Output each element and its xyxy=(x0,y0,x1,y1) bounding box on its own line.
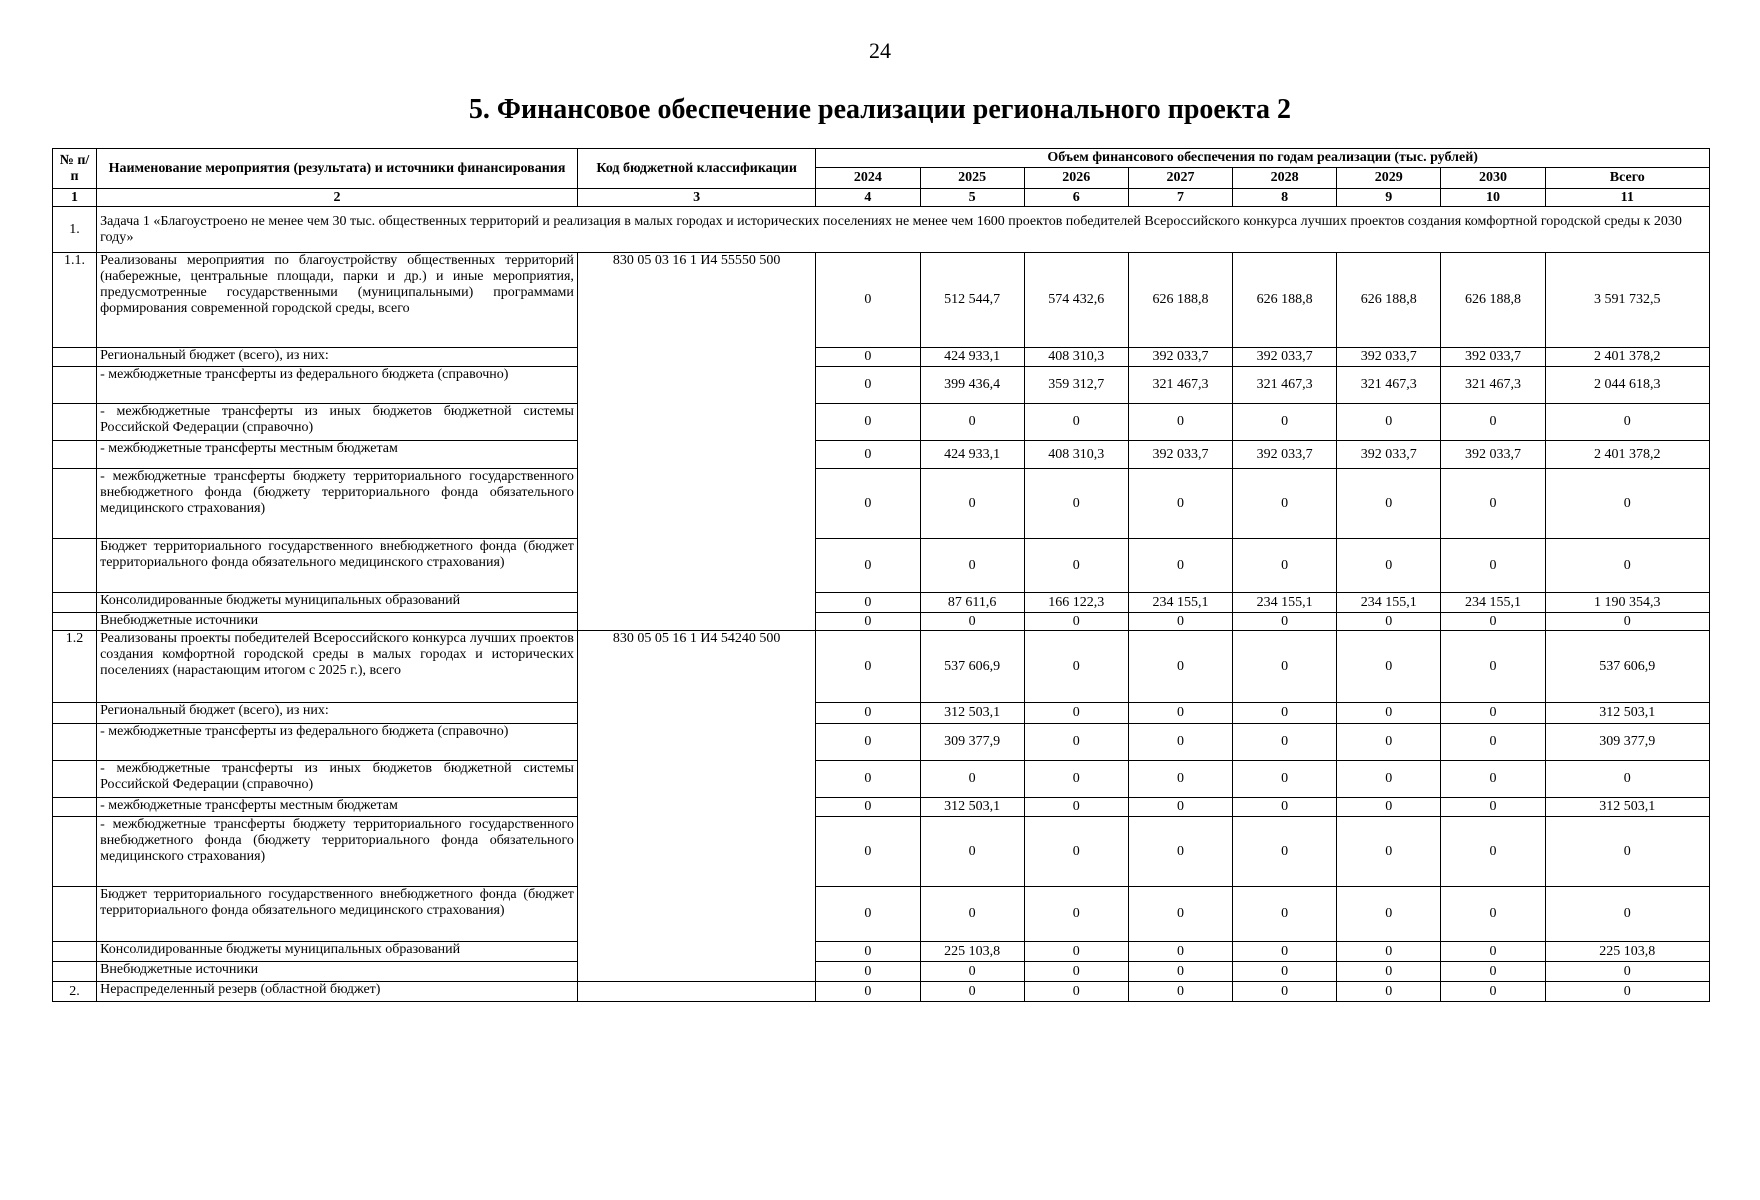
row-name: Бюджет территориального государственного внебюджетного фонда (бюджет территориального фонда обязательного медицинского страхования) xyxy=(97,887,578,942)
year-value: 0 xyxy=(1128,469,1232,539)
year-value: 0 xyxy=(1233,982,1337,1002)
row-num: 1.1. xyxy=(53,253,97,348)
year-value: 0 xyxy=(1337,761,1441,798)
col-number: 3 xyxy=(577,189,815,207)
year-value: 0 xyxy=(816,631,920,703)
table-row xyxy=(53,593,1710,613)
total-value: 0 xyxy=(1545,761,1709,798)
table-row xyxy=(53,703,1710,724)
year-value: 0 xyxy=(1024,982,1128,1002)
financing-table xyxy=(52,148,1710,1002)
total-value: 3 591 732,5 xyxy=(1545,253,1709,348)
year-value: 0 xyxy=(1024,613,1128,631)
year-value: 0 xyxy=(1024,942,1128,962)
year-value: 0 xyxy=(1337,962,1441,982)
header-year: 2027 xyxy=(1128,168,1232,189)
year-value: 0 xyxy=(1024,539,1128,593)
row-name: - межбюджетные трансферты из иных бюджетов бюджетной системы Российской Федерации (справочно) xyxy=(97,761,578,798)
year-value: 626 188,8 xyxy=(1233,253,1337,348)
total-value: 309 377,9 xyxy=(1545,724,1709,761)
header-year: 2029 xyxy=(1337,168,1441,189)
year-value: 0 xyxy=(1024,761,1128,798)
year-value: 0 xyxy=(1337,982,1441,1002)
year-value: 0 xyxy=(1233,761,1337,798)
year-value: 0 xyxy=(1128,982,1232,1002)
year-value: 0 xyxy=(1441,761,1545,798)
table-row xyxy=(53,613,1710,631)
year-value: 0 xyxy=(1128,887,1232,942)
year-value: 0 xyxy=(816,962,920,982)
year-value: 0 xyxy=(1024,887,1128,942)
year-value: 0 xyxy=(816,539,920,593)
total-value: 0 xyxy=(1545,404,1709,441)
total-value: 2 401 378,2 xyxy=(1545,348,1709,367)
year-value: 0 xyxy=(1128,613,1232,631)
row-num xyxy=(53,539,97,593)
budget-code: 830 05 03 16 1 И4 55550 500 xyxy=(577,253,815,631)
year-value: 0 xyxy=(1233,817,1337,887)
total-value: 225 103,8 xyxy=(1545,942,1709,962)
year-value: 321 467,3 xyxy=(1128,367,1232,404)
year-value: 0 xyxy=(1233,631,1337,703)
year-value: 0 xyxy=(1128,539,1232,593)
year-value: 87 611,6 xyxy=(920,593,1024,613)
year-value: 626 188,8 xyxy=(1337,253,1441,348)
year-value: 0 xyxy=(1337,887,1441,942)
budget-code xyxy=(577,982,815,1002)
row-num xyxy=(53,348,97,367)
row-name: - межбюджетные трансферты из иных бюджетов бюджетной системы Российской Федерации (справочно) xyxy=(97,404,578,441)
header-name: Наименование мероприятия (результата) и источники финансирования xyxy=(97,149,578,189)
total-value: 312 503,1 xyxy=(1545,703,1709,724)
col-number: 5 xyxy=(920,189,1024,207)
year-value: 0 xyxy=(1128,942,1232,962)
row-name: Реализованы проекты победителей Всероссийского конкурса лучших проектов создания комфортной городской среды в малых городах и исторических поселениях (нарастающим итогом с 2025 г.), всего xyxy=(97,631,578,703)
year-value: 0 xyxy=(1128,631,1232,703)
year-value: 0 xyxy=(1233,613,1337,631)
year-value: 312 503,1 xyxy=(920,703,1024,724)
header-num: № п/п xyxy=(53,149,97,189)
year-value: 0 xyxy=(1441,404,1545,441)
row-name: Региональный бюджет (всего), из них: xyxy=(97,703,578,724)
table-row xyxy=(53,469,1710,539)
year-value: 0 xyxy=(1441,962,1545,982)
table-row xyxy=(53,404,1710,441)
table-row xyxy=(53,539,1710,593)
year-value: 392 033,7 xyxy=(1233,441,1337,469)
year-value: 0 xyxy=(1128,962,1232,982)
year-value: 0 xyxy=(1233,539,1337,593)
table-row xyxy=(53,761,1710,798)
total-value: 537 606,9 xyxy=(1545,631,1709,703)
year-value: 0 xyxy=(1441,982,1545,1002)
year-value: 0 xyxy=(816,817,920,887)
table-row xyxy=(53,798,1710,817)
row-num xyxy=(53,613,97,631)
row-num xyxy=(53,761,97,798)
row-num xyxy=(53,817,97,887)
total-value: 0 xyxy=(1545,539,1709,593)
year-value: 0 xyxy=(920,761,1024,798)
row-num xyxy=(53,404,97,441)
year-value: 0 xyxy=(1441,724,1545,761)
col-number: 1 xyxy=(53,189,97,207)
year-value: 0 xyxy=(1441,469,1545,539)
row-num xyxy=(53,703,97,724)
year-value: 0 xyxy=(1337,469,1441,539)
year-value: 424 933,1 xyxy=(920,348,1024,367)
col-number: 9 xyxy=(1337,189,1441,207)
row-num xyxy=(53,887,97,942)
year-value: 626 188,8 xyxy=(1128,253,1232,348)
row-name: - межбюджетные трансферты бюджету территориального государственного внебюджетного фонда (бюджету территориального фонда обязательного медицинского страхования) xyxy=(97,469,578,539)
header-year: 2026 xyxy=(1024,168,1128,189)
year-value: 0 xyxy=(1024,724,1128,761)
year-value: 0 xyxy=(1233,962,1337,982)
total-value: 0 xyxy=(1545,469,1709,539)
header-volume: Объем финансового обеспечения по годам реализации (тыс. рублей) xyxy=(816,149,1710,168)
total-value: 2 044 618,3 xyxy=(1545,367,1709,404)
year-value: 0 xyxy=(1024,469,1128,539)
year-value: 0 xyxy=(1337,798,1441,817)
table-row xyxy=(53,962,1710,982)
year-value: 0 xyxy=(920,539,1024,593)
year-value: 0 xyxy=(920,962,1024,982)
year-value: 0 xyxy=(1128,404,1232,441)
year-value: 0 xyxy=(816,942,920,962)
year-value: 0 xyxy=(1233,887,1337,942)
task-row xyxy=(53,207,1710,253)
year-value: 0 xyxy=(920,469,1024,539)
year-value: 408 310,3 xyxy=(1024,348,1128,367)
year-value: 392 033,7 xyxy=(1441,441,1545,469)
year-value: 321 467,3 xyxy=(1441,367,1545,404)
total-value: 312 503,1 xyxy=(1545,798,1709,817)
table-row xyxy=(53,367,1710,404)
task-num: 1. xyxy=(53,207,97,253)
header-year: 2030 xyxy=(1441,168,1545,189)
task-text: Задача 1 «Благоустроено не менее чем 30 тыс. общественных территорий и реализация в малых городах и исторических поселениях не менее чем 1600 проектов победителей Всероссийского конкурса лучших проектов создания комфортной городской среды к 2030 году» xyxy=(97,207,1710,253)
row-name: Бюджет территориального государственного внебюджетного фонда (бюджет территориального фонда обязательного медицинского страхования) xyxy=(97,539,578,593)
row-name: - межбюджетные трансферты местным бюджетам xyxy=(97,798,578,817)
table-row xyxy=(53,817,1710,887)
year-value: 166 122,3 xyxy=(1024,593,1128,613)
row-name: - межбюджетные трансферты местным бюджетам xyxy=(97,441,578,469)
year-value: 225 103,8 xyxy=(920,942,1024,962)
year-value: 537 606,9 xyxy=(920,631,1024,703)
row-name: Внебюджетные источники xyxy=(97,613,578,631)
col-number: 8 xyxy=(1233,189,1337,207)
year-value: 0 xyxy=(1128,703,1232,724)
year-value: 0 xyxy=(816,253,920,348)
year-value: 0 xyxy=(1337,942,1441,962)
table-row xyxy=(53,631,1710,703)
year-value: 0 xyxy=(1337,613,1441,631)
total-value: 2 401 378,2 xyxy=(1545,441,1709,469)
year-value: 0 xyxy=(1233,703,1337,724)
table-row xyxy=(53,724,1710,761)
row-num xyxy=(53,367,97,404)
year-value: 0 xyxy=(1337,539,1441,593)
year-value: 0 xyxy=(1128,724,1232,761)
year-value: 0 xyxy=(816,761,920,798)
year-value: 0 xyxy=(1441,887,1545,942)
year-value: 0 xyxy=(1441,539,1545,593)
year-value: 0 xyxy=(1337,404,1441,441)
row-num xyxy=(53,942,97,962)
year-value: 0 xyxy=(1441,631,1545,703)
year-value: 312 503,1 xyxy=(920,798,1024,817)
year-value: 0 xyxy=(1024,962,1128,982)
table-row xyxy=(53,253,1710,348)
year-value: 234 155,1 xyxy=(1441,593,1545,613)
year-value: 0 xyxy=(1233,404,1337,441)
year-value: 234 155,1 xyxy=(1233,593,1337,613)
year-value: 512 544,7 xyxy=(920,253,1024,348)
row-num xyxy=(53,469,97,539)
col-number: 10 xyxy=(1441,189,1545,207)
year-value: 392 033,7 xyxy=(1128,441,1232,469)
year-value: 0 xyxy=(1337,631,1441,703)
total-value: 0 xyxy=(1545,887,1709,942)
year-value: 0 xyxy=(816,982,920,1002)
year-value: 574 432,6 xyxy=(1024,253,1128,348)
year-value: 0 xyxy=(1024,404,1128,441)
table-row xyxy=(53,942,1710,962)
header-code: Код бюджетной классификации xyxy=(577,149,815,189)
year-value: 0 xyxy=(1337,703,1441,724)
year-value: 0 xyxy=(1128,817,1232,887)
total-value: 0 xyxy=(1545,817,1709,887)
col-number: 4 xyxy=(816,189,920,207)
header-year: 2028 xyxy=(1233,168,1337,189)
row-name: Региональный бюджет (всего), из них: xyxy=(97,348,578,367)
year-value: 0 xyxy=(816,367,920,404)
year-value: 0 xyxy=(920,404,1024,441)
header-total: Всего xyxy=(1545,168,1709,189)
year-value: 0 xyxy=(1024,631,1128,703)
year-value: 392 033,7 xyxy=(1337,348,1441,367)
year-value: 0 xyxy=(920,887,1024,942)
year-value: 0 xyxy=(1233,798,1337,817)
year-value: 392 033,7 xyxy=(1233,348,1337,367)
year-value: 359 312,7 xyxy=(1024,367,1128,404)
year-value: 0 xyxy=(1441,817,1545,887)
year-value: 0 xyxy=(816,404,920,441)
year-value: 0 xyxy=(816,469,920,539)
year-value: 0 xyxy=(816,593,920,613)
year-value: 0 xyxy=(1441,613,1545,631)
year-value: 0 xyxy=(816,798,920,817)
year-value: 0 xyxy=(816,613,920,631)
row-num xyxy=(53,798,97,817)
header-year: 2025 xyxy=(920,168,1024,189)
row-name: Внебюджетные источники xyxy=(97,962,578,982)
row-name: Нераспределенный резерв (областной бюджет) xyxy=(97,982,578,1002)
year-value: 321 467,3 xyxy=(1233,367,1337,404)
year-value: 0 xyxy=(1337,724,1441,761)
row-name: - межбюджетные трансферты из федерального бюджета (справочно) xyxy=(97,724,578,761)
row-name: Консолидированные бюджеты муниципальных образований xyxy=(97,593,578,613)
year-value: 0 xyxy=(816,348,920,367)
row-num xyxy=(53,441,97,469)
row-name: Реализованы мероприятия по благоустройству общественных территорий (набережные, центральные площади, парки и др.) и иные мероприятия, предусмотренные государственными (муниципальными) программами формирования современной городской среды, всего xyxy=(97,253,578,348)
row-num: 1.2 xyxy=(53,631,97,703)
row-num xyxy=(53,593,97,613)
col-number: 11 xyxy=(1545,189,1709,207)
total-value: 1 190 354,3 xyxy=(1545,593,1709,613)
row-name: - межбюджетные трансферты бюджету территориального государственного внебюджетного фонда (бюджету территориального фонда обязательного медицинского страхования) xyxy=(97,817,578,887)
year-value: 0 xyxy=(1233,469,1337,539)
year-value: 408 310,3 xyxy=(1024,441,1128,469)
year-value: 0 xyxy=(1233,942,1337,962)
year-value: 0 xyxy=(1441,942,1545,962)
year-value: 0 xyxy=(816,703,920,724)
year-value: 0 xyxy=(1337,817,1441,887)
year-value: 0 xyxy=(1441,798,1545,817)
row-name: - межбюджетные трансферты из федерального бюджета (справочно) xyxy=(97,367,578,404)
table-row xyxy=(53,982,1710,1002)
col-number: 2 xyxy=(97,189,578,207)
year-value: 0 xyxy=(1024,817,1128,887)
col-number: 6 xyxy=(1024,189,1128,207)
row-num xyxy=(53,724,97,761)
year-value: 0 xyxy=(1441,703,1545,724)
table-row xyxy=(53,348,1710,367)
year-value: 0 xyxy=(816,441,920,469)
page-number: 24 xyxy=(869,38,891,63)
year-value: 0 xyxy=(1128,761,1232,798)
table-row xyxy=(53,887,1710,942)
total-value: 0 xyxy=(1545,613,1709,631)
year-value: 424 933,1 xyxy=(920,441,1024,469)
year-value: 0 xyxy=(920,613,1024,631)
year-value: 0 xyxy=(1233,724,1337,761)
year-value: 234 155,1 xyxy=(1128,593,1232,613)
total-value: 0 xyxy=(1545,962,1709,982)
year-value: 0 xyxy=(920,982,1024,1002)
year-value: 626 188,8 xyxy=(1441,253,1545,348)
page-title: 5. Финансовое обеспечение реализации регионального проекта 2 xyxy=(468,94,1292,125)
year-value: 0 xyxy=(1024,798,1128,817)
year-value: 0 xyxy=(816,887,920,942)
col-number: 7 xyxy=(1128,189,1232,207)
year-value: 0 xyxy=(1128,798,1232,817)
header-year: 2024 xyxy=(816,168,920,189)
year-value: 234 155,1 xyxy=(1337,593,1441,613)
year-value: 309 377,9 xyxy=(920,724,1024,761)
row-name: Консолидированные бюджеты муниципальных образований xyxy=(97,942,578,962)
year-value: 0 xyxy=(1024,703,1128,724)
year-value: 392 033,7 xyxy=(1337,441,1441,469)
year-value: 0 xyxy=(920,817,1024,887)
year-value: 321 467,3 xyxy=(1337,367,1441,404)
total-value: 0 xyxy=(1545,982,1709,1002)
row-num: 2. xyxy=(53,982,97,1002)
table-row xyxy=(53,441,1710,469)
year-value: 392 033,7 xyxy=(1441,348,1545,367)
row-num xyxy=(53,962,97,982)
year-value: 399 436,4 xyxy=(920,367,1024,404)
year-value: 0 xyxy=(816,724,920,761)
budget-code: 830 05 05 16 1 И4 54240 500 xyxy=(577,631,815,982)
year-value: 392 033,7 xyxy=(1128,348,1232,367)
